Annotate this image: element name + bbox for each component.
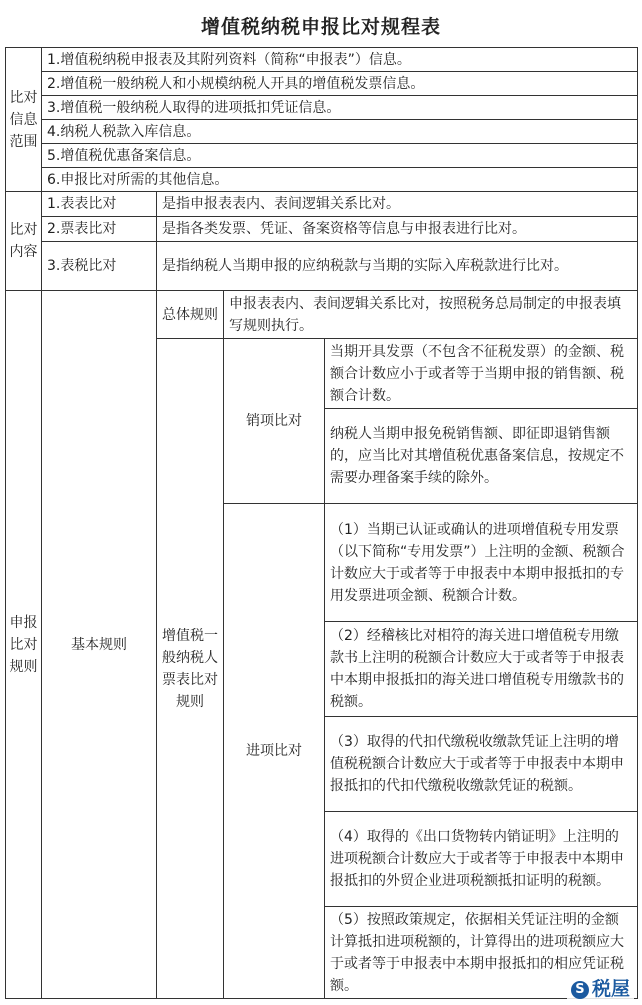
scope-item: 1.增值税纳税申报表及其附列资料（简称“申报表”）信息。 bbox=[42, 48, 638, 72]
content-item-name: 2.票表比对 bbox=[42, 217, 157, 242]
scope-item: 6.申报比对所需的其他信息。 bbox=[42, 168, 638, 192]
vat-rules-label: 增值税一般纳税人票表比对规则 bbox=[157, 339, 224, 999]
watermark-logo bbox=[567, 974, 634, 1001]
input-rule: （2）经稽核比对相符的海关进口增值税专用缴款书上注明的税额合计数应大于或者等于申报表中本期申报抵扣的海关进口增值税专用缴款书的税额。 bbox=[325, 622, 638, 717]
content-item-desc: 是指申报表表内、表间逻辑关系比对。 bbox=[157, 192, 638, 217]
input-rule: （1）当期已认证或确认的进项增值税专用发票（以下简称“专用发票”）上注明的金额、税额合计数应大于或者等于申报表中本期申报抵扣的专用发票进项金额、税额合计数。 bbox=[325, 504, 638, 622]
input-comparison-label: 进项比对 bbox=[224, 504, 325, 999]
general-rules-label: 总体规则 bbox=[157, 291, 224, 339]
content-item-name: 3.表税比对 bbox=[42, 242, 157, 291]
rules-label: 申报比对规则 bbox=[6, 291, 42, 999]
sales-rule: 当期开具发票（不包含不征税发票）的金额、税额合计数应小于或者等于当期申报的销售额、税额合计数。 bbox=[325, 339, 638, 409]
basic-rules-label: 基本规则 bbox=[42, 291, 157, 999]
scope-item: 2.增值税一般纳税人和小规模纳税人开具的增值税发票信息。 bbox=[42, 72, 638, 96]
page-title: 增值税纳税申报比对规程表 bbox=[200, 16, 441, 38]
sales-rule: 纳税人当期申报免税销售额、即征即退销售额的，应当比对其增值税优惠备案信息，按规定不需要办理备案手续的除外。 bbox=[325, 409, 638, 504]
logo-icon: S bbox=[571, 981, 589, 999]
input-rule: （3）取得的代扣代缴税收缴款凭证上注明的增值税税额合计数应大于或者等于申报表中本期申报抵扣的代扣代缴税收缴款凭证的税额。 bbox=[325, 717, 638, 812]
content-item-desc: 是指各类发票、凭证、备案资格等信息与申报表进行比对。 bbox=[157, 217, 638, 242]
comparison-rules-table bbox=[5, 47, 638, 999]
content-label: 比对内容 bbox=[6, 192, 42, 291]
scope-item: 3.增值税一般纳税人取得的进项抵扣凭证信息。 bbox=[42, 96, 638, 120]
scope-item: 4.纳税人税款入库信息。 bbox=[42, 120, 638, 144]
sales-comparison-label: 销项比对 bbox=[224, 339, 325, 504]
input-rule: （5）按照政策规定，依据相关凭证注明的金额计算抵扣进项税额的，计算得出的进项税额应大于或者等于申报表中本期申报抵扣的相应凭证税额。 bbox=[325, 907, 638, 999]
watermark-text: 税屋 bbox=[591, 978, 630, 1000]
general-rules-desc: 申报表表内、表间逻辑关系比对，按照税务总局制定的申报表填写规则执行。 bbox=[224, 291, 638, 339]
content-item-name: 1.表表比对 bbox=[42, 192, 157, 217]
scope-label: 比对信息范围 bbox=[6, 48, 42, 192]
content-item-desc: 是指纳税人当期申报的应纳税款与当期的实际入库税款进行比对。 bbox=[157, 242, 638, 291]
input-rule: （4）取得的《出口货物转内销证明》上注明的进项税额合计数应大于或者等于申报表中本期申报抵扣的外贸企业进项税额抵扣证明的税额。 bbox=[325, 812, 638, 907]
scope-item: 5.增值税优惠备案信息。 bbox=[42, 144, 638, 168]
